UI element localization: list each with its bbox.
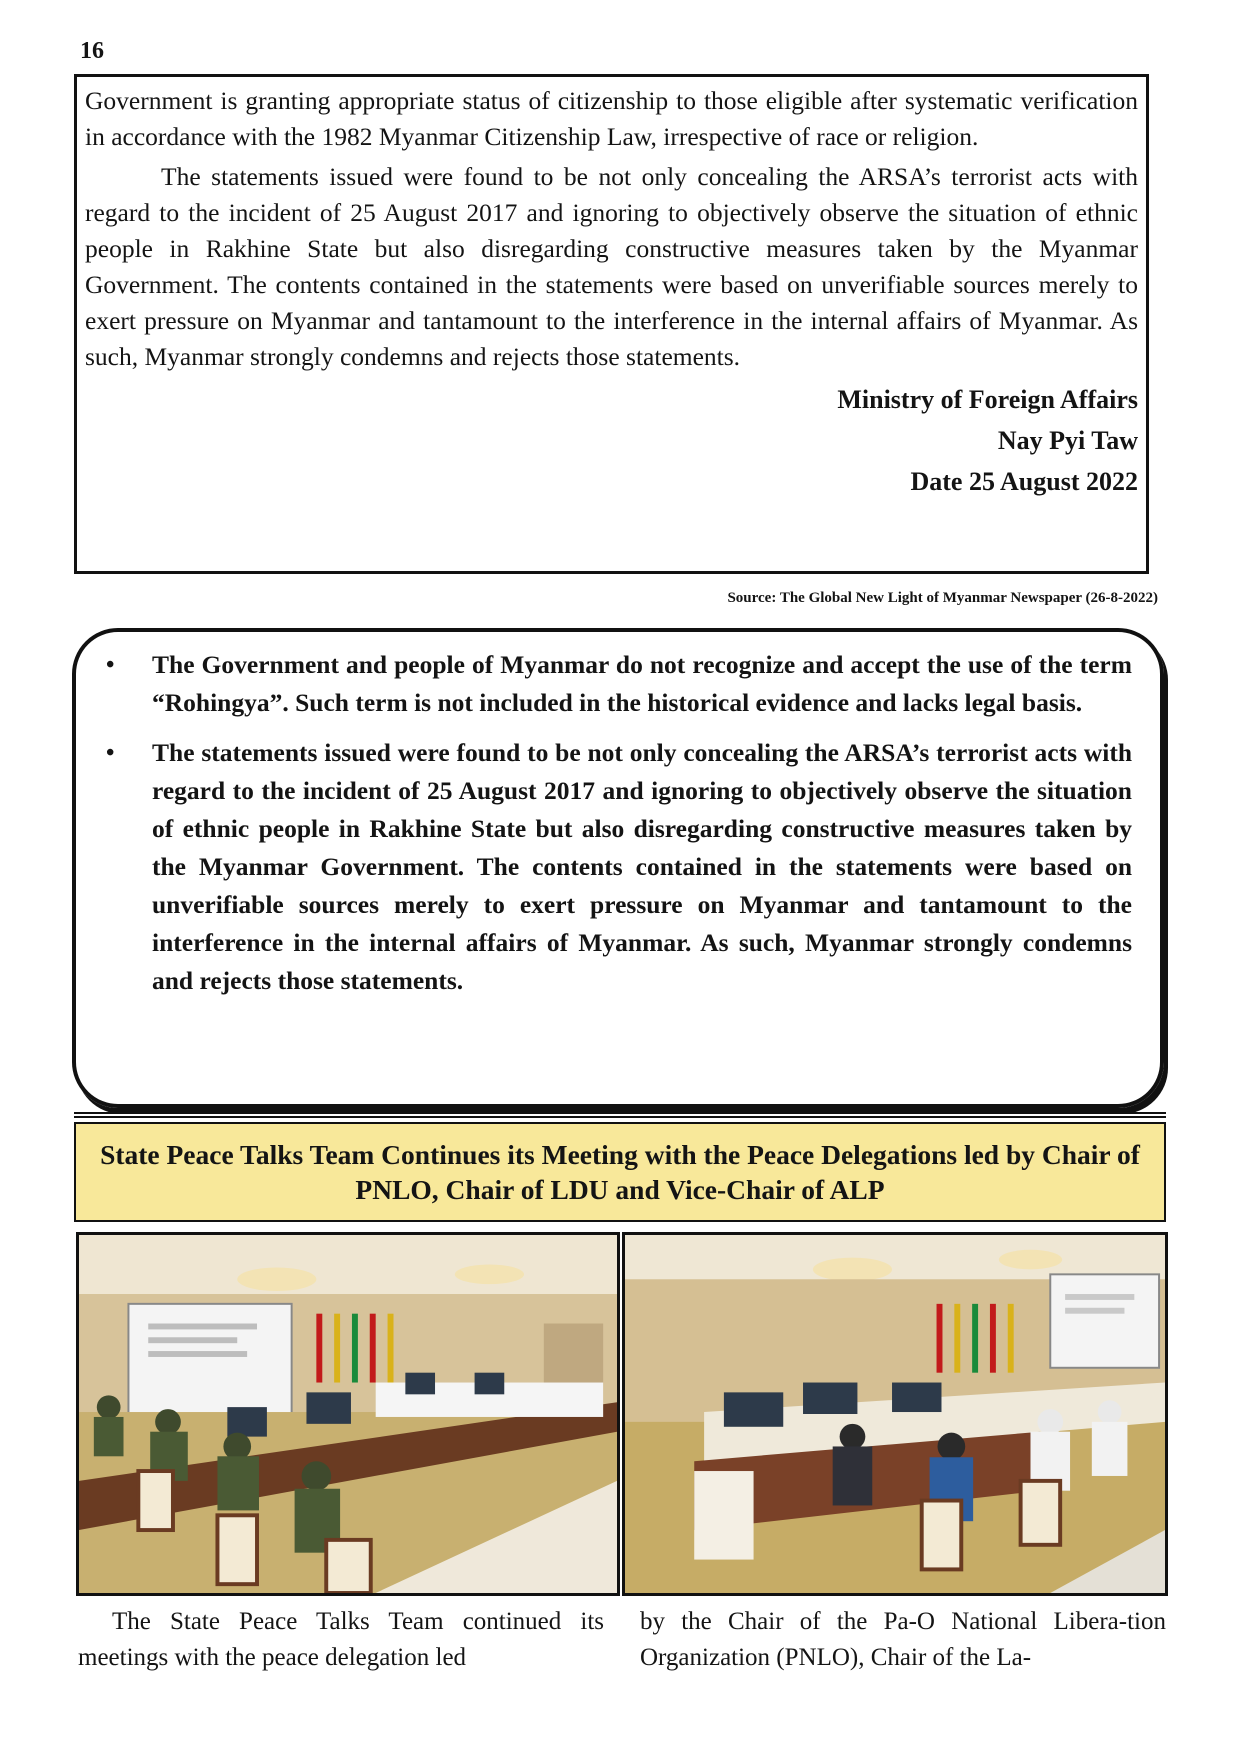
signature-place: Nay Pyi Taw [997,426,1138,455]
source-citation: Source: The Global New Light of Myanmar Newspaper (26-8-2022) [727,590,1158,606]
section-divider [74,1112,1166,1114]
meeting-room-image [79,1235,617,1593]
article-column-2: by the Chair of the Pa-O National Libera-tion Organization (PNLO), Chair of the La- [640,1608,1166,1671]
page-number: 16 [80,38,104,64]
section-divider [74,1116,1166,1118]
statement-box [74,74,1149,574]
statement-paragraph-1: Government is granting appropriate status of citizenship to those eligible after systematic verification in accordance with the 1982 Myanmar Citizenship Law, irrespective of race or religion. [85,86,1138,151]
signature-ministry: Ministry of Foreign Affairs [837,385,1138,414]
meeting-photo-left [76,1232,620,1596]
bullet-icon: • [106,740,115,766]
article-column-1-text: The State Peace Talks Team continued its meetings with the peace delegation led [78,1608,604,1671]
bullet-icon: • [106,652,115,678]
article-headline: State Peace Talks Team Continues its Meeting with the Peace Delegations led by Chair of PNLO, Chair of LDU and Vice-Chair of ALP [74,1122,1166,1222]
summary-item [106,646,1132,722]
article-column-1 [78,1604,604,1676]
summary-list [106,646,1132,1000]
statement-paragraph-2: The statements issued were found to be not only concealing the ARSA’s terrorist acts with regard to the incident of 25 August 2017 and ignoring to objectively observe the situation of ethnic people in Rakhine State but also disregarding constructive measures taken by the Myanmar Government. The contents contained in the statements were based on unverifiable sources merely to exert pressure on Myanmar and tantamount to the interference in the internal affairs of Myanmar. As such, Myanmar strongly condemns and rejects those statements. [85,162,1138,371]
summary-item [106,734,1132,1000]
summary-item-text: The Government and people of Myanmar do not recognize and accept the use of the term “Rohingya”. Such term is not included in the historical evidence and lacks legal basis. [152,650,1132,717]
signature-date: Date 25 August 2022 [910,467,1138,496]
summary-item-text: The statements issued were found to be not only concealing the ARSA’s terrorist acts with regard to the incident of 25 August 2017 and ignoring to objectively observe the situation of ethnic people in Rakhine State but also disregarding constructive measures taken by the Myanmar Government. The contents contained in the statements were based on unverifiable sources merely to exert pressure on Myanmar and tantamount to the interference in the internal affairs of Myanmar. As such, Myanmar strongly condemns and rejects those statements. [152,738,1132,995]
statement-signature [85,379,1138,502]
meeting-photo-right [622,1232,1168,1596]
summary-box [72,628,1164,1108]
meeting-room-image [625,1235,1165,1593]
